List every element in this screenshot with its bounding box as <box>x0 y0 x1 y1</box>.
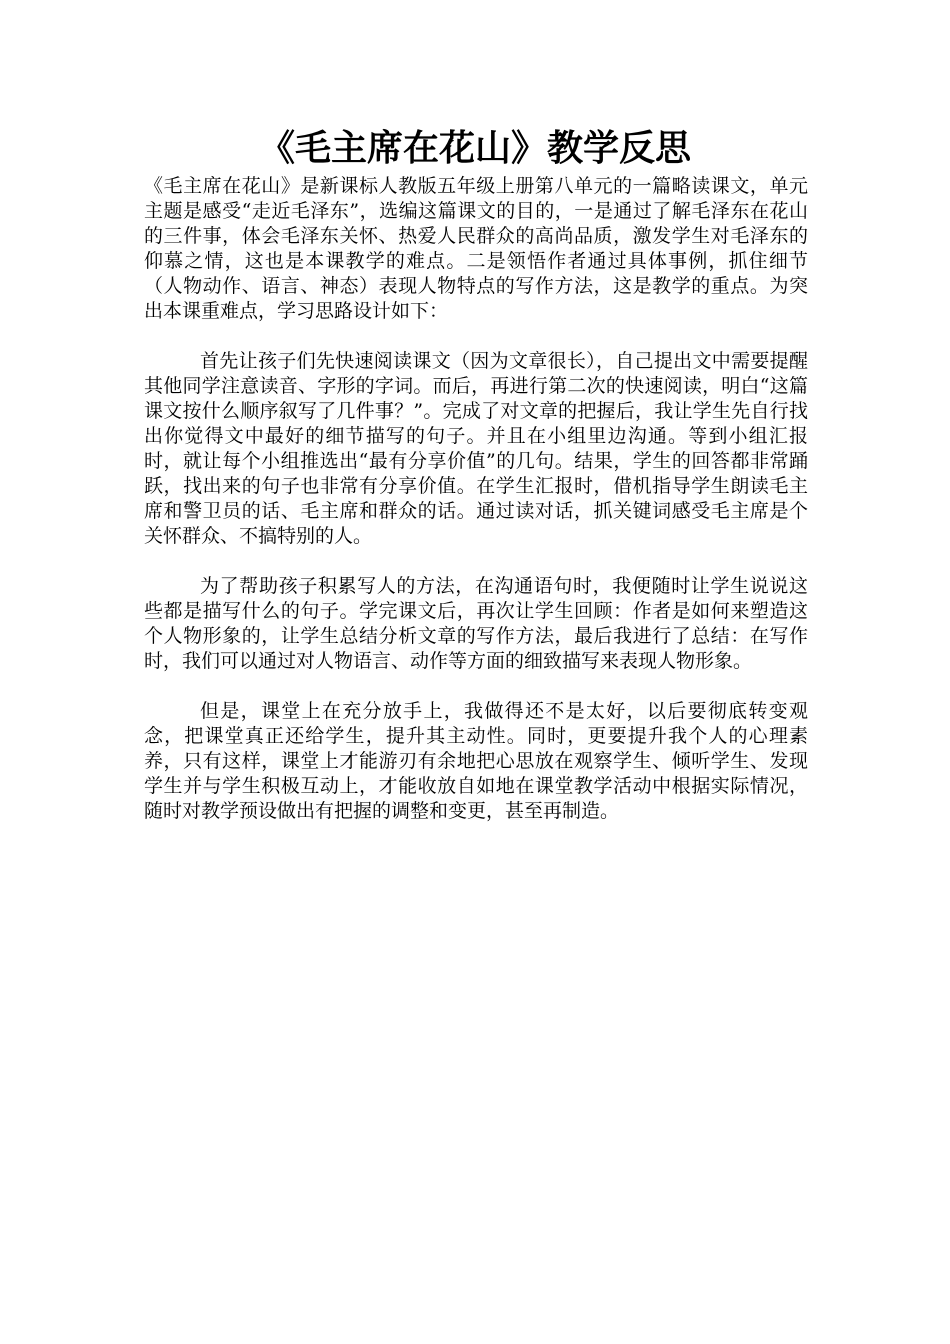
paragraph-reading-process: 首先让孩子们先快速阅读课文（因为文章很长），自己提出文中需要提醒其他同学注意读音、字形的字词。而后，再进行第二次的快速阅读，明白“这篇课文按什么顺序叙写了几件事？”。完成了对文章的把握后，我让学生先自行找出你觉得文中最好的细节描写的句子。并且在小组里边沟通。等到小组汇报时，就让每个小组推选出“最有分享价值”的几句。结果，学生的回答都非常踊跃，找出来的句子也非常有分享价值。在学生汇报时，借机指导学生朗读毛主席和警卫员的话、毛主席和群众的话。通过读对话，抓关键词感受毛主席是个关怀群众、不搞特别的人。 <box>144 350 808 547</box>
paragraph-reflection: 但是，课堂上在充分放手上，我做得还不是太好，以后要彻底转变观念，把课堂真正还给学生，提升其主动性。同时，更要提升我个人的心理素养，只有这样，课堂上才能游刃有余地把心思放在观察学生、倾听学生、发现学生并与学生积极互动上，才能收放自如地在课堂教学活动中根据实际情况，随时对教学预设做出有把握的调整和变更，甚至再制造。 <box>144 700 808 822</box>
paragraph-intro: 《毛主席在花山》是新课标人教版五年级上册第八单元的一篇略读课文，单元主题是感受“走近毛泽东”，选编这篇课文的目的，一是通过了解毛泽东在花山的三件事，体会毛泽东关怀、热爱人民群众的高尚品质，激发学生对毛泽东的仰慕之情，这也是本课教学的难点。二是领悟作者通过具体事例，抓住细节（人物动作、语言、神态）表现人物特点的写作方法，这是教学的重点。为突出本课重难点，学习思路设计如下： <box>144 175 808 322</box>
document-body <box>144 174 808 849</box>
document-title: 《毛主席在花山》教学反思 <box>258 128 691 169</box>
paragraph-writing-method: 为了帮助孩子积累写人的方法，在沟通语句时，我便随时让学生说说这些都是描写什么的句子。学完课文后，再次让学生回顾：作者是如何来塑造这个人物形象的，让学生总结分析文章的写作方法，最后我进行了总结：在写作时，我们可以通过对人物语言、动作等方面的细致描写来表现人物形象。 <box>144 575 808 672</box>
